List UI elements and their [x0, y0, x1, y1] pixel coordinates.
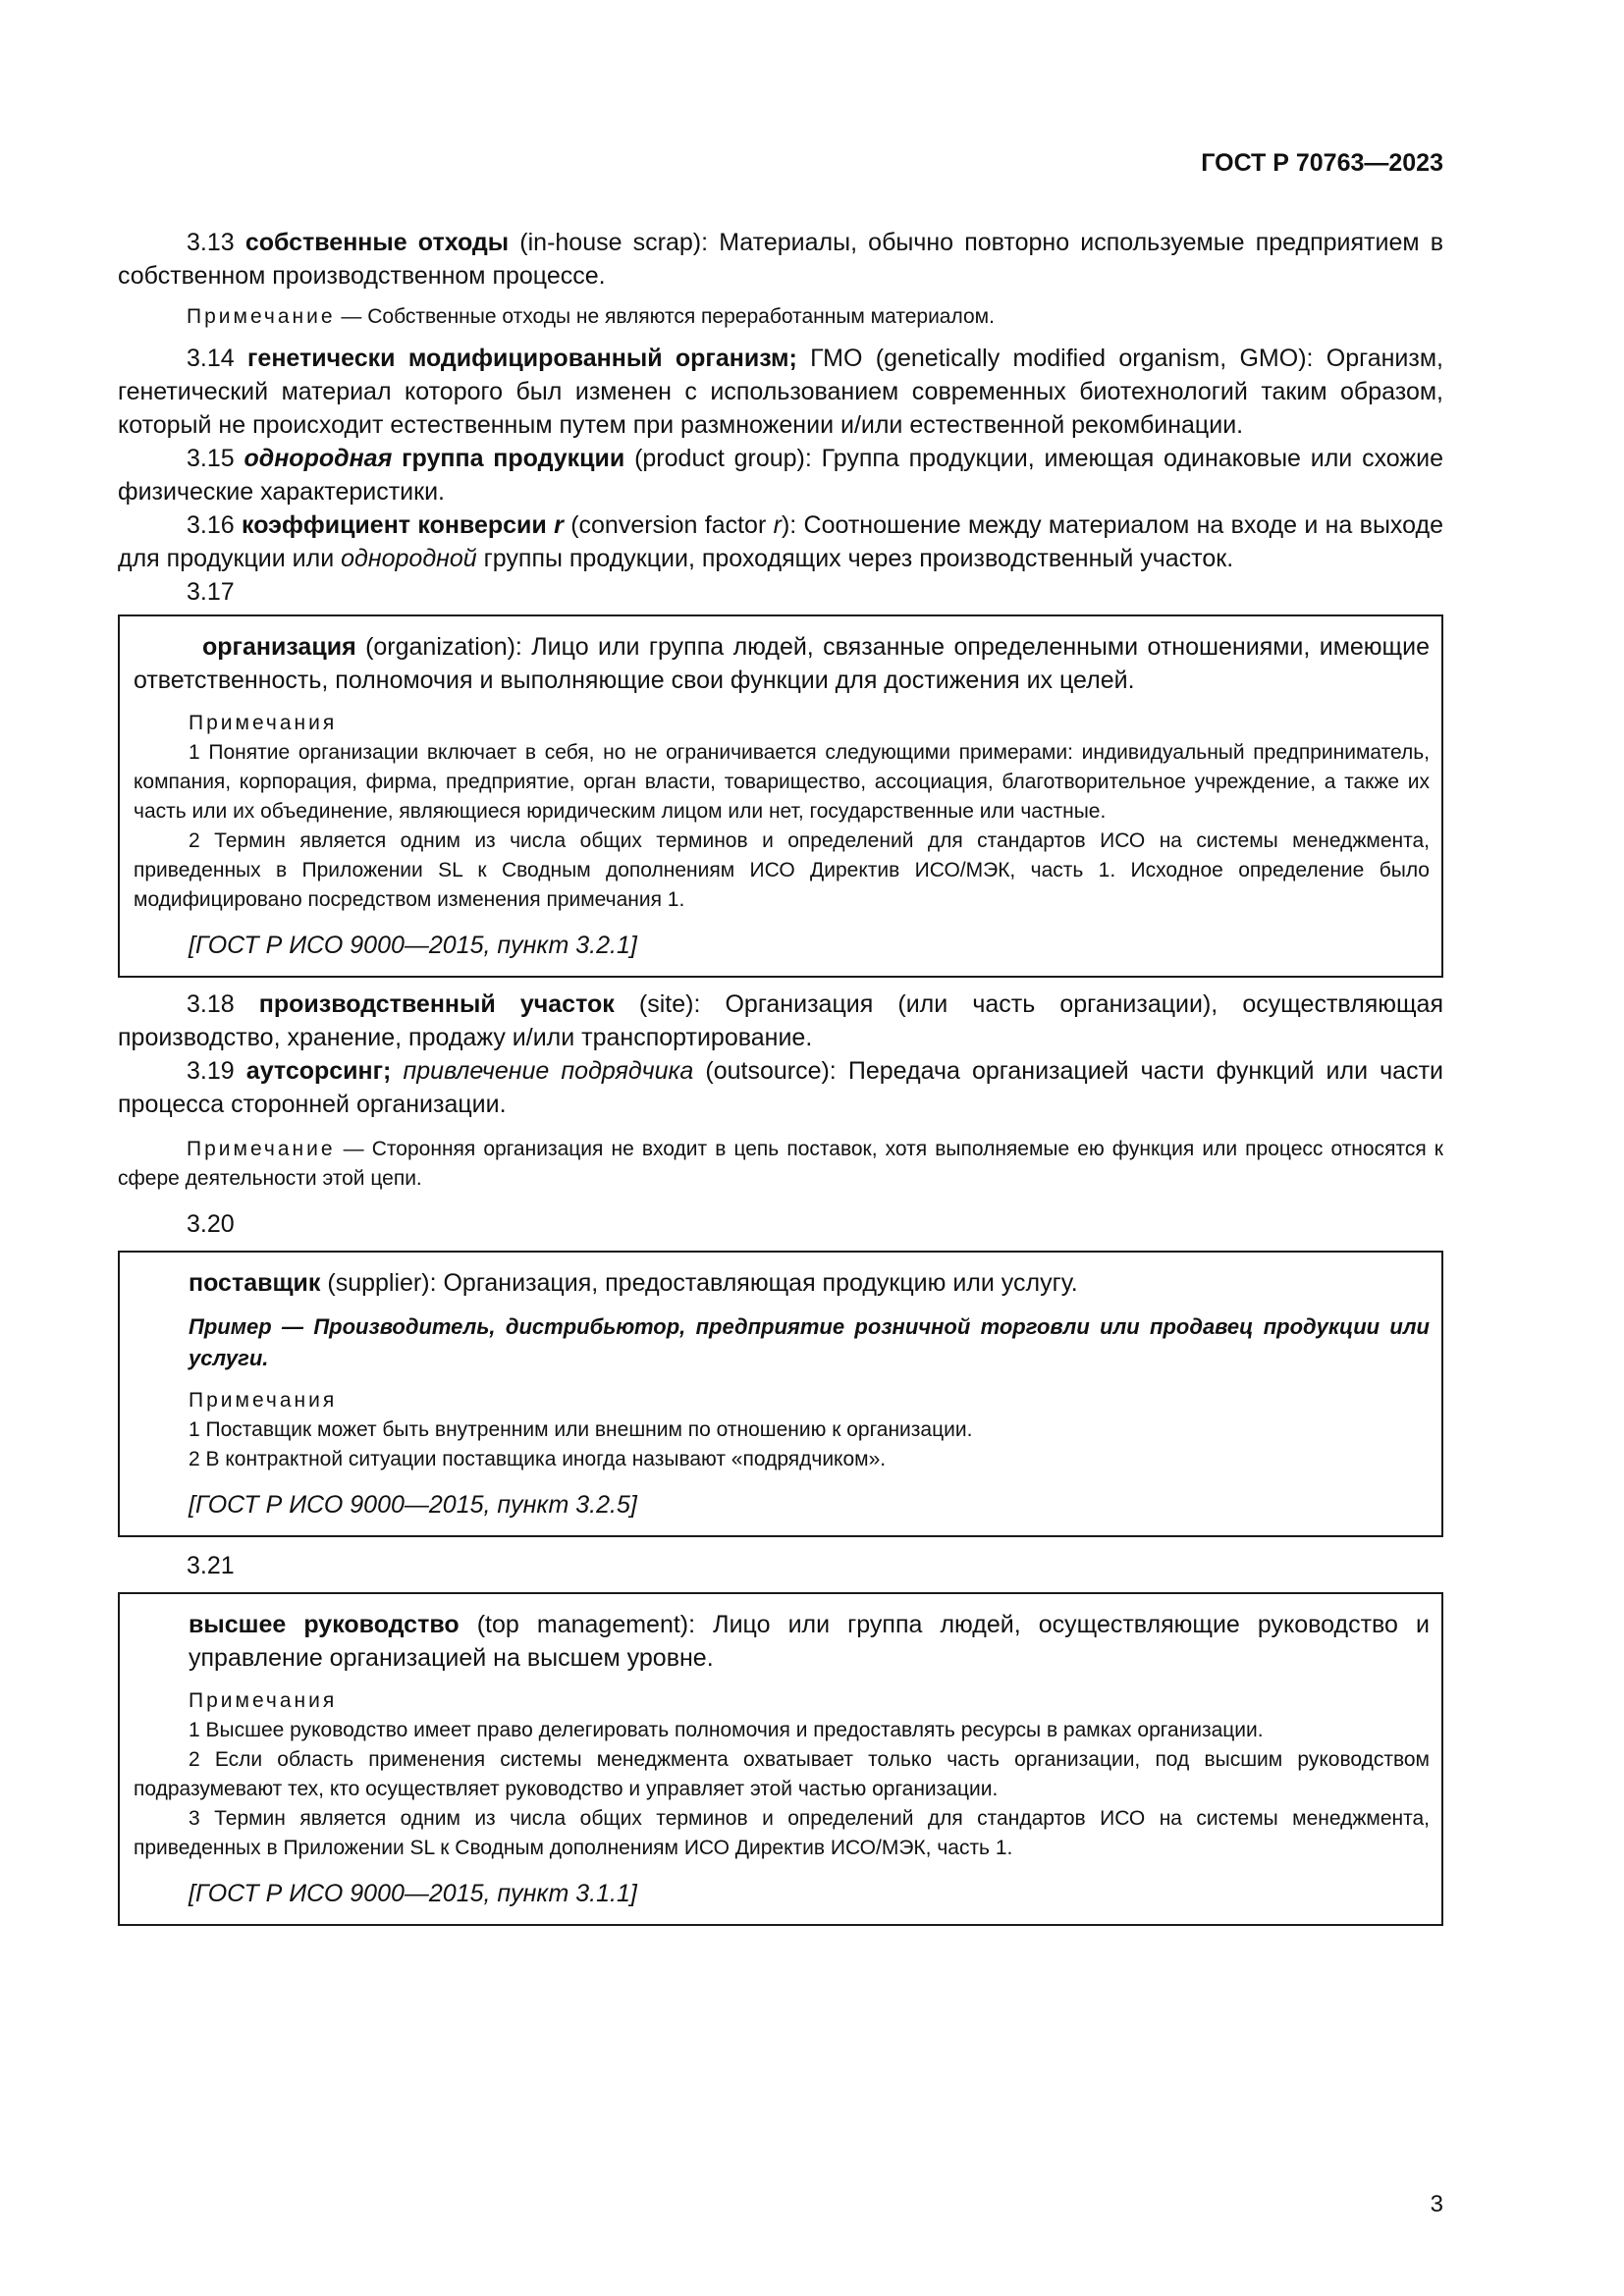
- term-number: 3.16: [187, 511, 235, 539]
- term-number-3-20: 3.20: [187, 1210, 235, 1238]
- note-item: 3 Термин является одним из числа общих терминов и определений для стандартов ИСО на системы менеджмента, приведенных в Приложении SL к Сводным дополнениям ИСО Директив ИСО/МЭК, часть 1.: [134, 1807, 1430, 1859]
- term-number: 3.14: [187, 345, 235, 372]
- term-number: 3.15: [187, 445, 235, 472]
- term-3-19: [118, 1054, 1443, 1121]
- term-box-3-21: [118, 1592, 1443, 1926]
- note-3-19: [118, 1135, 1443, 1194]
- term-definition-part: ): Соотношение между материалом на входе и на выходе для продукции или: [118, 511, 1443, 572]
- source-reference: [ГОСТ Р ИСО 9000—2015, пункт 3.2.1]: [189, 932, 637, 959]
- term-number-3-17: 3.17: [187, 578, 235, 606]
- term-3-18: [118, 988, 1443, 1054]
- term-definition: (outsource): Передача организацией части функций или части процесса сторонней организации.: [118, 1057, 1443, 1118]
- term-name: группа продукции: [392, 445, 625, 472]
- term-definition: (product group): Группа продукции, имеющая одинаковые или схожие физические характеристики.: [118, 445, 1444, 506]
- term-definition-part: (conversion factor: [563, 511, 774, 539]
- term-definition: (top management): Лицо или группа людей, осуществляющие руководство и управление организацией на высшем уровне.: [189, 1611, 1430, 1672]
- box-term-definition: [134, 1608, 1430, 1675]
- notes-title: Примечания: [189, 1689, 338, 1712]
- source-reference: [ГОСТ Р ИСО 9000—2015, пункт 3.1.1]: [189, 1880, 637, 1907]
- note-item: 1 Поставщик может быть внутренним или внешним по отношению к организации.: [189, 1418, 973, 1441]
- term-symbol: r: [554, 511, 564, 539]
- term-definition: (supplier): Организация, предоставляющая продукцию или услугу.: [320, 1269, 1078, 1297]
- note-label: Примечание: [187, 1138, 336, 1160]
- box-term-definition: [134, 630, 1430, 697]
- example-text: Пример — Производитель, дистрибьютор, предприятие розничной торговли или продавец продукции или услуги.: [189, 1314, 1430, 1370]
- term-3-16: [118, 508, 1443, 575]
- term-definition: (in-house scrap): Материалы, обычно повторно используемые предприятием в собственном производственном процессе.: [118, 229, 1443, 290]
- term-number-3-21: 3.21: [187, 1552, 235, 1579]
- term-definition: ГМО (genetically modified organism, GMO): Организм, генетический материал которого был изменен с использованием современных биотехнологий таким образом, который не происходит естественным путем при размножении и/или естественной рекомбинации.: [118, 345, 1443, 439]
- term-name: аутсорсинг;: [245, 1057, 392, 1085]
- term-3-13: [118, 226, 1443, 293]
- note-text: — Собственные отходы не являются переработанным материалом.: [335, 305, 995, 328]
- note-item: 2 В контрактной ситуации поставщика иногда называют «подрядчиком».: [189, 1448, 887, 1470]
- box-term-definition: [134, 1266, 1430, 1300]
- term-3-14: [118, 342, 1443, 442]
- note-3-13: [118, 302, 1443, 332]
- notes-title: Примечания: [189, 712, 338, 734]
- note-text: — Сторонняя организация не входит в цепь поставок, хотя выполняемые ею функция или процесс относятся к сфере деятельности этой цепи.: [118, 1138, 1443, 1190]
- note-label: Примечание: [187, 305, 336, 328]
- source-reference: [ГОСТ Р ИСО 9000—2015, пункт 3.2.5]: [189, 1491, 637, 1519]
- term-definition: (organization): Лицо или группа людей, связанные определенными отношениями, имеющие ответственность, полномочия и выполняющие свои функции для достижения их целей.: [134, 633, 1430, 694]
- term-name: производственный участок: [258, 990, 615, 1018]
- note-item: 2 Если область применения системы менеджмента охватывает только часть организации, под высшим руководством подразумевают тех, кто осуществляет руководство и управляет этой частью организации.: [134, 1748, 1430, 1800]
- note-item: 1 Высшее руководство имеет право делегировать полномочия и предоставлять ресурсы в рамках организации.: [189, 1719, 1264, 1741]
- term-name: поставщик: [189, 1269, 321, 1297]
- term-name: собственные отходы: [244, 229, 510, 256]
- term-definition-italic: однородной: [341, 545, 477, 572]
- term-name: коэффициент конверсии: [242, 511, 555, 539]
- document-body: [118, 226, 1443, 1926]
- term-box-3-17: [118, 614, 1443, 978]
- term-definition-part: группы продукции, проходящих через производственный участок.: [476, 545, 1234, 572]
- document-id: ГОСТ Р 70763—2023: [1201, 149, 1443, 177]
- term-symbol: r: [773, 511, 782, 539]
- term-definition: (site): Организация (или часть организации), осуществляющая производство, хранение, продажу и/или транспортирование.: [118, 990, 1443, 1051]
- term-name-italic: однородная: [244, 445, 393, 472]
- term-number: 3.19: [187, 1057, 235, 1085]
- term-name: генетически модифицированный организм;: [247, 345, 797, 372]
- term-name: высшее руководство: [189, 1611, 460, 1638]
- notes-title: Примечания: [189, 1389, 338, 1412]
- term-3-15: [118, 442, 1443, 508]
- page-number: 3: [1430, 2191, 1443, 2217]
- term-number: 3.18: [187, 990, 235, 1018]
- term-name: организация: [202, 633, 356, 661]
- term-synonym: привлечение подрядчика: [391, 1057, 694, 1085]
- term-number: 3.13: [187, 229, 235, 256]
- note-item: 1 Понятие организации включает в себя, но не ограничивается следующими примерами: индивидуальный предприниматель, компания, корпорация, фирма, предприятие, орган власти, товарищество, ассоциация, благотворительное учреждение, а также их часть или их объединение, являющиеся юридическим лицом или нет, государственные или частные.: [134, 741, 1430, 823]
- note-item: 2 Термин является одним из числа общих терминов и определений для стандартов ИСО на системы менеджмента, приведенных в Приложении SL к Сводным дополнениям ИСО Директив ИСО/МЭК, часть 1. Исходное определение было модифицировано посредством изменения примечания 1.: [134, 829, 1430, 911]
- term-box-3-20: [118, 1251, 1443, 1537]
